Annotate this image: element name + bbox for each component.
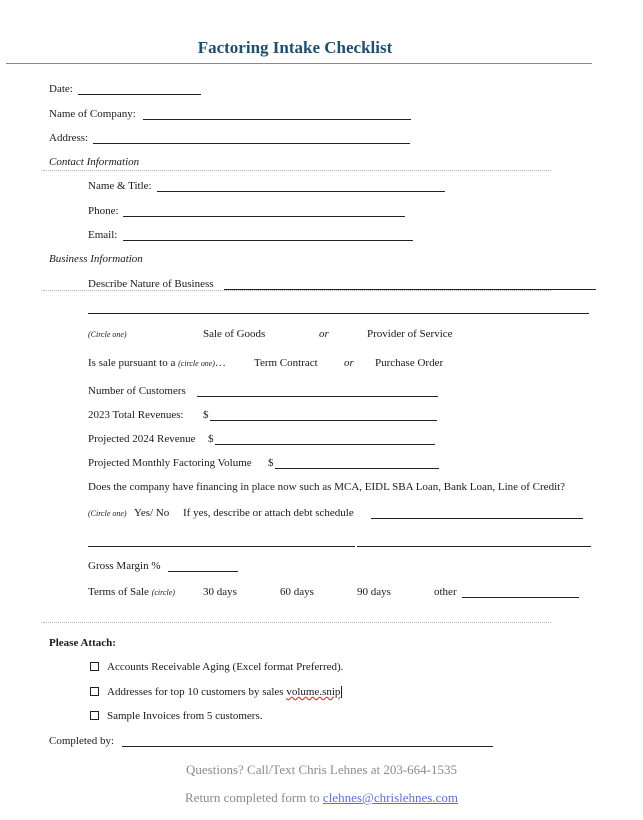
circle-note: (circle) bbox=[151, 588, 175, 597]
phone-label: Phone: bbox=[88, 205, 119, 217]
or-text-2: or bbox=[344, 357, 354, 369]
checkbox-icon[interactable] bbox=[90, 662, 99, 671]
attach-item-label: Sample Invoices from 5 customers. bbox=[107, 710, 263, 722]
contact-divider bbox=[43, 170, 551, 171]
option-purchase-order[interactable]: Purchase Order bbox=[375, 357, 444, 369]
option-30-days[interactable]: 30 days bbox=[203, 586, 237, 598]
business-divider bbox=[43, 290, 551, 291]
name-title-field[interactable] bbox=[157, 191, 445, 192]
describe-business-label: Describe Nature of Business bbox=[88, 278, 214, 290]
contact-heading: Contact Information bbox=[49, 156, 140, 168]
gross-margin-field[interactable] bbox=[168, 571, 238, 572]
company-field[interactable] bbox=[143, 119, 411, 120]
monthly-volume-field[interactable] bbox=[275, 468, 439, 469]
or-text: or bbox=[319, 328, 329, 340]
attach-item-customer-addresses[interactable] bbox=[90, 686, 342, 698]
ellipsis: … bbox=[214, 357, 226, 369]
projected-revenue-field[interactable] bbox=[215, 444, 435, 445]
attach-item-label: Accounts Receivable Aging (Excel format Preferred). bbox=[107, 661, 344, 673]
title-divider bbox=[6, 63, 592, 64]
terms-of-sale-text: Terms of Sale bbox=[88, 586, 149, 598]
name-title-label: Name & Title: bbox=[88, 180, 152, 192]
address-label: Address: bbox=[49, 132, 89, 144]
circle-one-yes-no-note: (Circle one) bbox=[88, 509, 127, 518]
other-terms-field[interactable] bbox=[462, 597, 579, 598]
dollar-sign-3: $ bbox=[268, 457, 274, 469]
num-customers-label: Number of Customers bbox=[88, 385, 186, 397]
completed-by-field[interactable] bbox=[122, 746, 493, 747]
option-term-contract[interactable]: Term Contract bbox=[254, 357, 318, 369]
debt-schedule-field[interactable] bbox=[371, 518, 583, 519]
circle-one-note: (Circle one) bbox=[88, 330, 127, 339]
gross-margin-label: Gross Margin % bbox=[88, 560, 161, 572]
option-60-days[interactable]: 60 days bbox=[280, 586, 314, 598]
company-label: Name of Company: bbox=[49, 108, 136, 120]
address-field[interactable] bbox=[93, 143, 410, 144]
num-customers-field[interactable] bbox=[197, 396, 438, 397]
describe-business-field-2[interactable] bbox=[88, 313, 589, 314]
attach-item-sample-invoices[interactable] bbox=[90, 710, 263, 722]
text-cursor bbox=[341, 686, 342, 698]
attach-item-ar-aging[interactable] bbox=[90, 661, 343, 673]
business-heading: Business Information bbox=[49, 253, 143, 265]
attach-item-label: Addresses for top 10 customers by sales bbox=[107, 686, 287, 698]
debt-schedule-label: If yes, describe or attach debt schedule bbox=[183, 507, 354, 519]
checkbox-icon[interactable] bbox=[90, 711, 99, 720]
option-sale-of-goods[interactable]: Sale of Goods bbox=[203, 328, 266, 340]
email-label: Email: bbox=[88, 229, 118, 241]
return-instructions bbox=[0, 790, 643, 806]
return-label: Return completed form to bbox=[185, 790, 323, 805]
circle-one-inline-note: (circle one) bbox=[178, 359, 215, 368]
attach-item-label-tail: volume.snip bbox=[286, 686, 341, 698]
describe-business-field[interactable] bbox=[224, 289, 596, 290]
projected-revenue-label: Projected 2024 Revenue bbox=[88, 433, 196, 445]
sale-pursuant-label: Is sale pursuant to a bbox=[88, 357, 176, 369]
option-other[interactable]: other bbox=[434, 586, 457, 598]
option-90-days[interactable]: 90 days bbox=[357, 586, 391, 598]
email-field[interactable] bbox=[123, 240, 413, 241]
monthly-volume-label: Projected Monthly Factoring Volume bbox=[88, 457, 252, 469]
attach-heading: Please Attach: bbox=[49, 637, 116, 649]
debt-schedule-field-2b[interactable] bbox=[357, 546, 591, 547]
debt-schedule-field-2a[interactable] bbox=[88, 546, 355, 547]
phone-field[interactable] bbox=[123, 216, 405, 217]
checkbox-icon[interactable] bbox=[90, 687, 99, 696]
yes-no-options[interactable]: Yes/ No bbox=[134, 507, 170, 519]
dollar-sign-1: $ bbox=[203, 409, 209, 421]
questions-contact: Questions? Call/Text Chris Lehnes at 203-664-1535 bbox=[186, 762, 457, 777]
revenue-2023-label: 2023 Total Revenues: bbox=[88, 409, 184, 421]
dollar-sign-2: $ bbox=[208, 433, 214, 445]
option-provider-of-service[interactable]: Provider of Service bbox=[367, 328, 453, 340]
sale-pursuant-question bbox=[88, 357, 226, 369]
attach-divider bbox=[43, 622, 551, 623]
date-label: Date: bbox=[49, 83, 73, 95]
completed-by-label: Completed by: bbox=[49, 735, 115, 747]
financing-question: Does the company have financing in place now such as MCA, EIDL SBA Loan, Bank Loan, Line of Credit? bbox=[88, 481, 566, 493]
terms-of-sale-label bbox=[88, 586, 175, 598]
revenue-2023-field[interactable] bbox=[210, 420, 437, 421]
date-field[interactable] bbox=[78, 94, 201, 95]
page-title: Factoring Intake Checklist bbox=[197, 38, 393, 57]
return-email-link[interactable]: clehnes@chrislehnes.com bbox=[322, 790, 458, 805]
